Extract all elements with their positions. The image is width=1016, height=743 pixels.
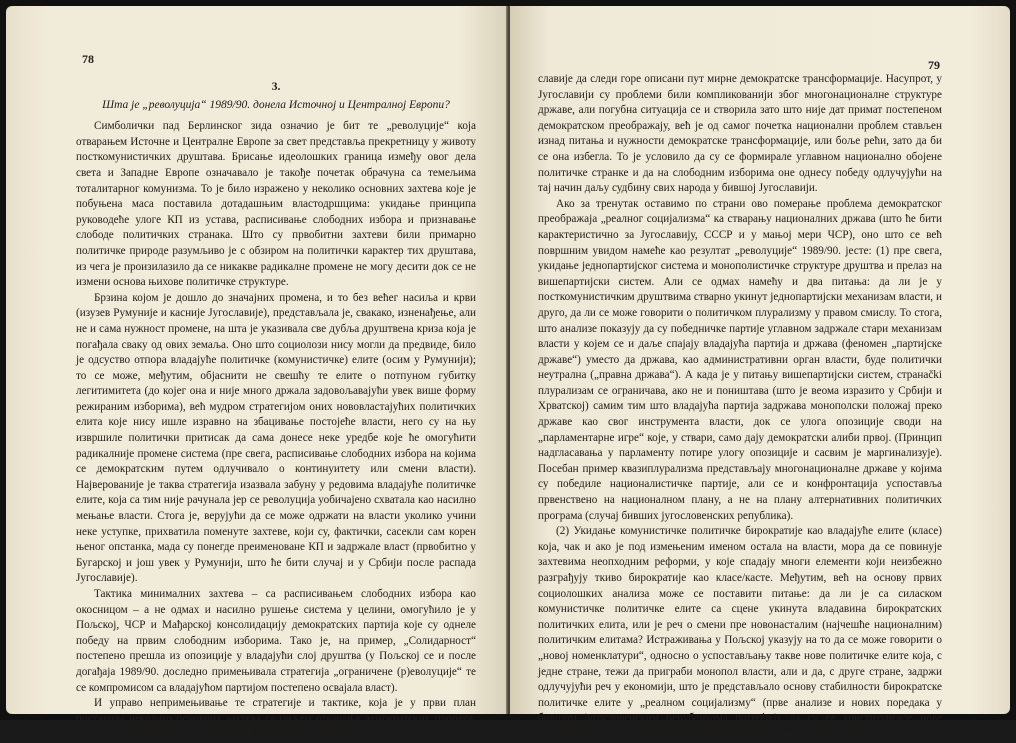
right-page: [510, 6, 1010, 740]
left-page: [6, 6, 508, 741]
paragraph: Симболички пад Берлинског зида означио је бит те „револуције“ која отварањем Источне и Централне Европе за свет представља прекретницу у животу посткомунистичких друштава. Брисање идеолошких граница између овог дела света и Западне Европе означавало је такође почетак обрачуна са темељима тоталитарног комунизма. То је било изражено у неколико основних захтева које је побуњена маса поставила дотадашњим властодршцима: укидање принципа руководеће улоге КП из устава, расписивање слободних избора и признавање слободе политичких странака. Што су првобитни захтеви били примарно политичке природе разумљиво је с обзиром на политички карактер тих друштава, из чега је произилазило да се никакве радикалне промене не могу десити док се не измени основа њихове политичке структуре.: [76, 120, 476, 289]
page-number-right: 79: [928, 58, 940, 72]
paragraph: И управо непримењивање те стратегије и тактике, која је у први план поставила неколико основних захтева са циљем отварања демократских процеса, може се узети као један од одлучујућих разлога за неуспех Југо-: [76, 697, 476, 741]
right-page-text: [538, 72, 942, 743]
left-page-text: [76, 80, 476, 743]
paragraph: славије да следи горе описани пут мирне демократске трансформације. Насупрот, у Југославији су проблеми били компликованији због многонационалне структуре државе, али погубна ситуација се и створила зато што није дат примат постепеном демократском преображају, већ је од самог почетка национални проблем стављен изнад питања и нужности демократске трансформације, или боље рећи, зато да би се она избегла. То је условило да су се формирале углавном национално обојене политичке странке и да на слободним изборима оне однесу победу одлучујући на тај начин даљу судбину свих народа у бившој Југославији.: [538, 73, 942, 195]
paragraph: Ако за тренутак оставимо по страни ово померање проблема демократског преображаја „реалног социјализма“ ка стварању националних држава (што ће бити карактеристично за Југославију, СССР и у мањој мери ЧСР), оно што се већ површним увидом намеће као резултат „револуције“ 1989/90. јесте: (1) пре свега, укидање једнопартијског система и монополистичке структуре друштва и прелаз на вишепартијски систем. Али се одмах намећу и два питања: да ли је у посткомунистичким друштвима стварно укинут једнопартијски механизам власти, и друго, да ли се може говорити о политичком плурализму у правом смислу. То стога, што анализе показују да су победничке партије углавном задржале стари механизам власти у којем се и даље спајају владајућа партија и држава (феномен „партијске државе“) уместо да држава, као административни орган власти, буде политички неутрална („правна држава“). А када је у питању вишепартијски систем, странački плурализам се ограничава, ако не и поништава (што је веома изразито у Србији и Хрватској) самим тим што владајућа партија задржава монополски положај преко државе као свог инструмента власти, док се улога опозиције своди на „парламентарне игре“ које, у ствари, само дају демократски алиби првој. (Принцип надгласавања у парламенту потире улогу опозиције и сасвим је маргинализује). Посебан пример квазиплурализма представљају многонационалне државе у којима су победиле националистичке партије, али се и конфронтација успоставља првенствено на националном плану, а не на плану алтернативних политичких програма (случај бивших југословенских република).: [538, 197, 942, 522]
paragraph: Тактика минималних захтева – са расписивањем слободних избора као окосницом – а не одмах и насилно рушење система у целини, омогућило је у Пољској, ЧСР и Мађарској консолидацију демократских партија које су однеле победу на првим слободним изборима. Тако је, на пример, „Солидарност“ постепено прешла из опозиције у владајући слој друштва (у Пољској се и после догађаја 1989/90. доследно примењивала стратегија „ограничене (р)еволуције“ те се компромисом са владајућом партијом постепено освајала власт).: [76, 588, 476, 694]
page-number-left: 78: [82, 52, 94, 66]
paragraph: (2) Укидање комунистичке политичке бирократије као владајуће елите (класе) која, чак и ако је под измењеним именом остала на власти, мора да се повинује захтевима неопходним реформи, у које спадају многи елементи који неизбежно разграђују ткиво бирократије као класе/касте. Међутим, већ на основу првих социолошких анализа може се поставити питање: да ли је са силаском комунистичке политичке елите са сцене укинута владавина бирократских политичких елита, или је реч о смени пре новонасталим (најчешће националним) политичким елитама? Истраживања у Пољској указују на то да се може говорити о „новој номенклатури“, односно о успостављању такве нове политичке елите која, с једне стране, тежи да приграби монопол власти, али и да, с друге стране, задржи одлучујући реч у економији, што је представљало основу стабилности бирократске политичке елите у „реалном социјализму“ (прве анализе и нових поредака у бившим југословенским републикама потврђују да су се конституисале нове политичке елите као резултат формирања националних држава). Поли-: [538, 525, 942, 740]
paragraph: Брзина којом је дошло до значајних промена, и то без већег насиља и крви (изузев Румуније и касније Југославије), представљала је, свакако, изненађење, али не и сама нужност промене, на шта је указивала све дубља друштвена криза која је погађала сваку од ових земаља. Оно што социолози нису могли да предвиде, било је одсуство отпора владајуће политичке (комунистичке) елите (осим у Румунији); то се може, међутим, објаснити не свешћу те елите о потпуном губитку легитимитета (до којег она и није много држала задовољавајући увек више форму режираним изборима), већ мудром стратегијом оних нововластајућих политичких елита које нису ишле изравно на збацивање постојеће власти, него су на њу извршиле политички притисак да сама донесе неке уредбе које ће омогућити радикалније промене система (пре свега, расписивање слободних избора на којима се демократским путем одлучивало о континуитету или смени власти). Најверованије је таква стратегија изазвала забуну у редовима владајуће политичке елите, која са тим није рачунала јер се револуција уобичајено схватала као насилно мењање власти. Стога је, верујући да се може одржати на власти уколико учини неке уступке, прихватила поменуте захтеве, који су, фактички, сасекли сам корен њеног опстанка, мада су понегде преименоване КП и задржале власт (првобитно у Бугарској и још увек у Румунији, што ће бити случај и у Србији после распада Југославије).: [76, 291, 476, 585]
section-title: Шта је „револуција“ 1989/90. донела Источној и Централној Европи?: [102, 98, 450, 111]
section-number: 3.: [271, 81, 281, 93]
